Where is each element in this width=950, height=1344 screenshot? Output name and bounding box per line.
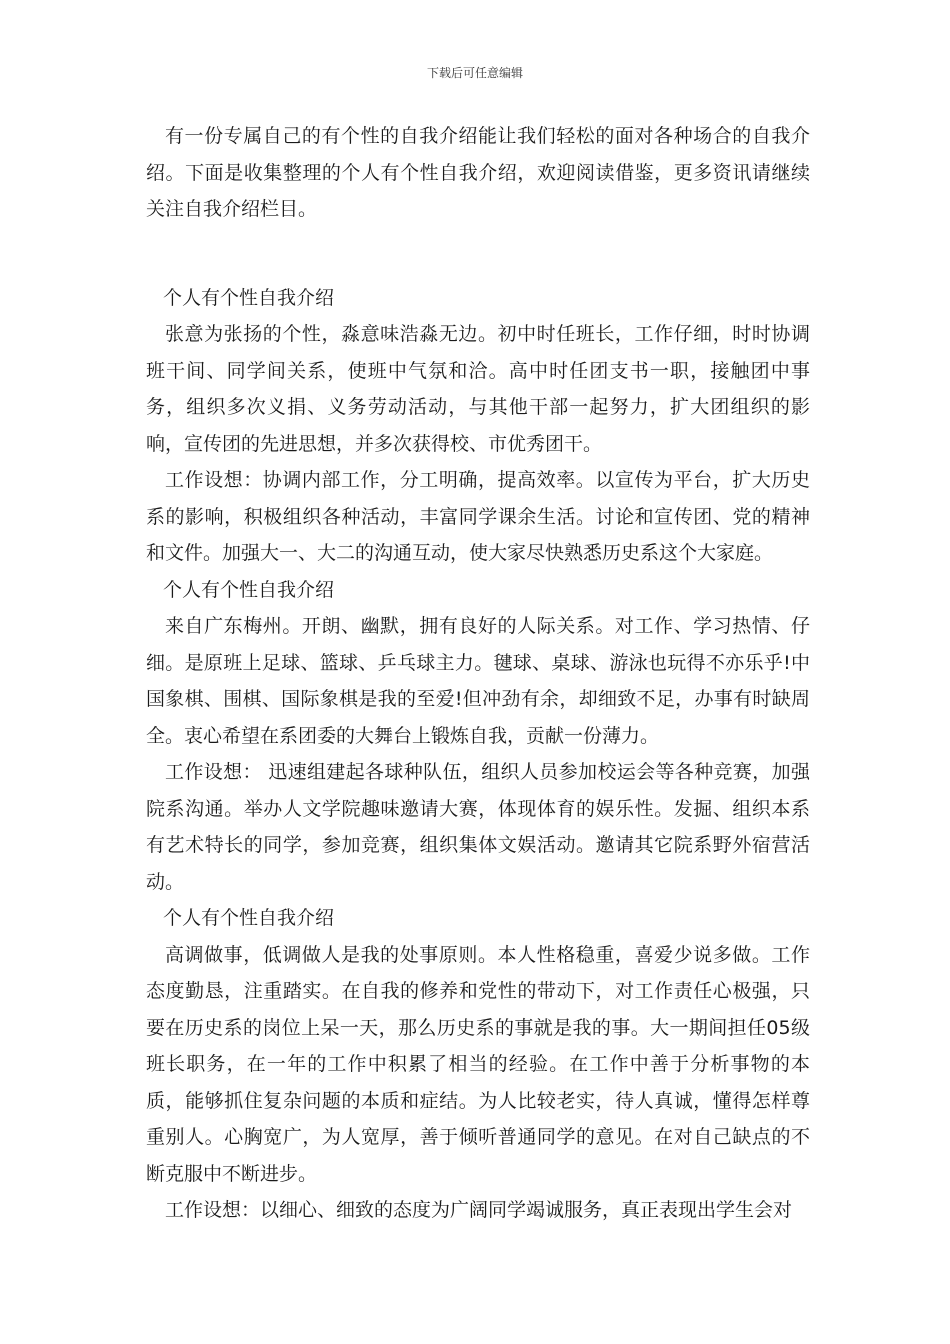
section-paragraph: 工作设想：协调内部工作，分工明确，提高效率。以宣传为平台，扩大历史系的影响，积极组织各种活动，丰富同学课余生活。讨论和宣传团、党的精神和文件。加强大一、大二的沟通互动，使大家尽快熟悉历史系这个大家庭。 (146, 469, 810, 564)
section-title: 个人有个性自我介绍 (163, 907, 335, 929)
intro-paragraph: 有一份专属自己的有个性的自我介绍能让我们轻松的面对各种场合的自我介绍。下面是收集整理的个人有个性自我介绍，欢迎阅读借鉴，更多资讯请继续关注自我介绍栏目。 (146, 125, 810, 220)
page-header: 下载后可任意编辑 (426, 66, 523, 80)
paragraph-gap (146, 228, 810, 280)
section-paragraph: 工作设想：以细心、细致的态度为广阔同学竭诚服务，真正表现出学生会对 (165, 1199, 793, 1221)
section-paragraph: 张意为张扬的个性，淼意味浩淼无边。初中时任班长，工作仔细，时时协调班干间、同学间关系，使班中气氛和洽。高中时任团支书一职，接触团中事务，组织多次义捐、义务劳动活动，与其他干部一起努力，扩大团组织的影响，宣传团的先进思想，并多次获得校、市优秀团干。 (146, 323, 810, 455)
section-paragraph: 高调做事，低调做人是我的处事原则。本人性格稳重，喜爱少说多做。工作态度勤恳，注重踏实。在自我的修养和党性的带动下，对工作责任心极强，只要在历史系的岗位上呆一天，那么历史系的事就是我的事。大一期间担任05级班长职务，在一年的工作中积累了相当的经验。在工作中善于分析事物的本质，能够抓住复杂问题的本质和症结。为人比较老实，待人真诚，懂得怎样尊重别人。心胸宽广，为人宽厚，善于倾听普通同学的意见。在对自己缺点的不断克服中不断进步。 (146, 943, 810, 1185)
document-body (146, 118, 810, 1229)
section-title: 个人有个性自我介绍 (163, 578, 335, 601)
section-title: 个人有个性自我介绍 (163, 286, 335, 309)
section-paragraph: 工作设想： 迅速组建起各球种队伍，组织人员参加校运会等各种竞赛，加强院系沟通。举办人文学院趣味邀请大赛，体现体育的娱乐性。发掘、组织本系有艺术特长的同学，参加竞赛，组织集体文娱活动。邀请其它院系野外宿营活动。 (146, 761, 810, 893)
section-paragraph: 来自广东梅州。开朗、幽默，拥有良好的人际关系。对工作、学习热情、仔细。是原班上足球、篮球、乒乓球主力。毽球、桌球、游泳也玩得不亦乐乎!中国象棋、围棋、国际象棋是我的至爱!但冲劲有余，却细致不足，办事有时缺周全。衷心希望在系团委的大舞台上锻炼自我，贡献一份薄力。 (146, 615, 810, 747)
